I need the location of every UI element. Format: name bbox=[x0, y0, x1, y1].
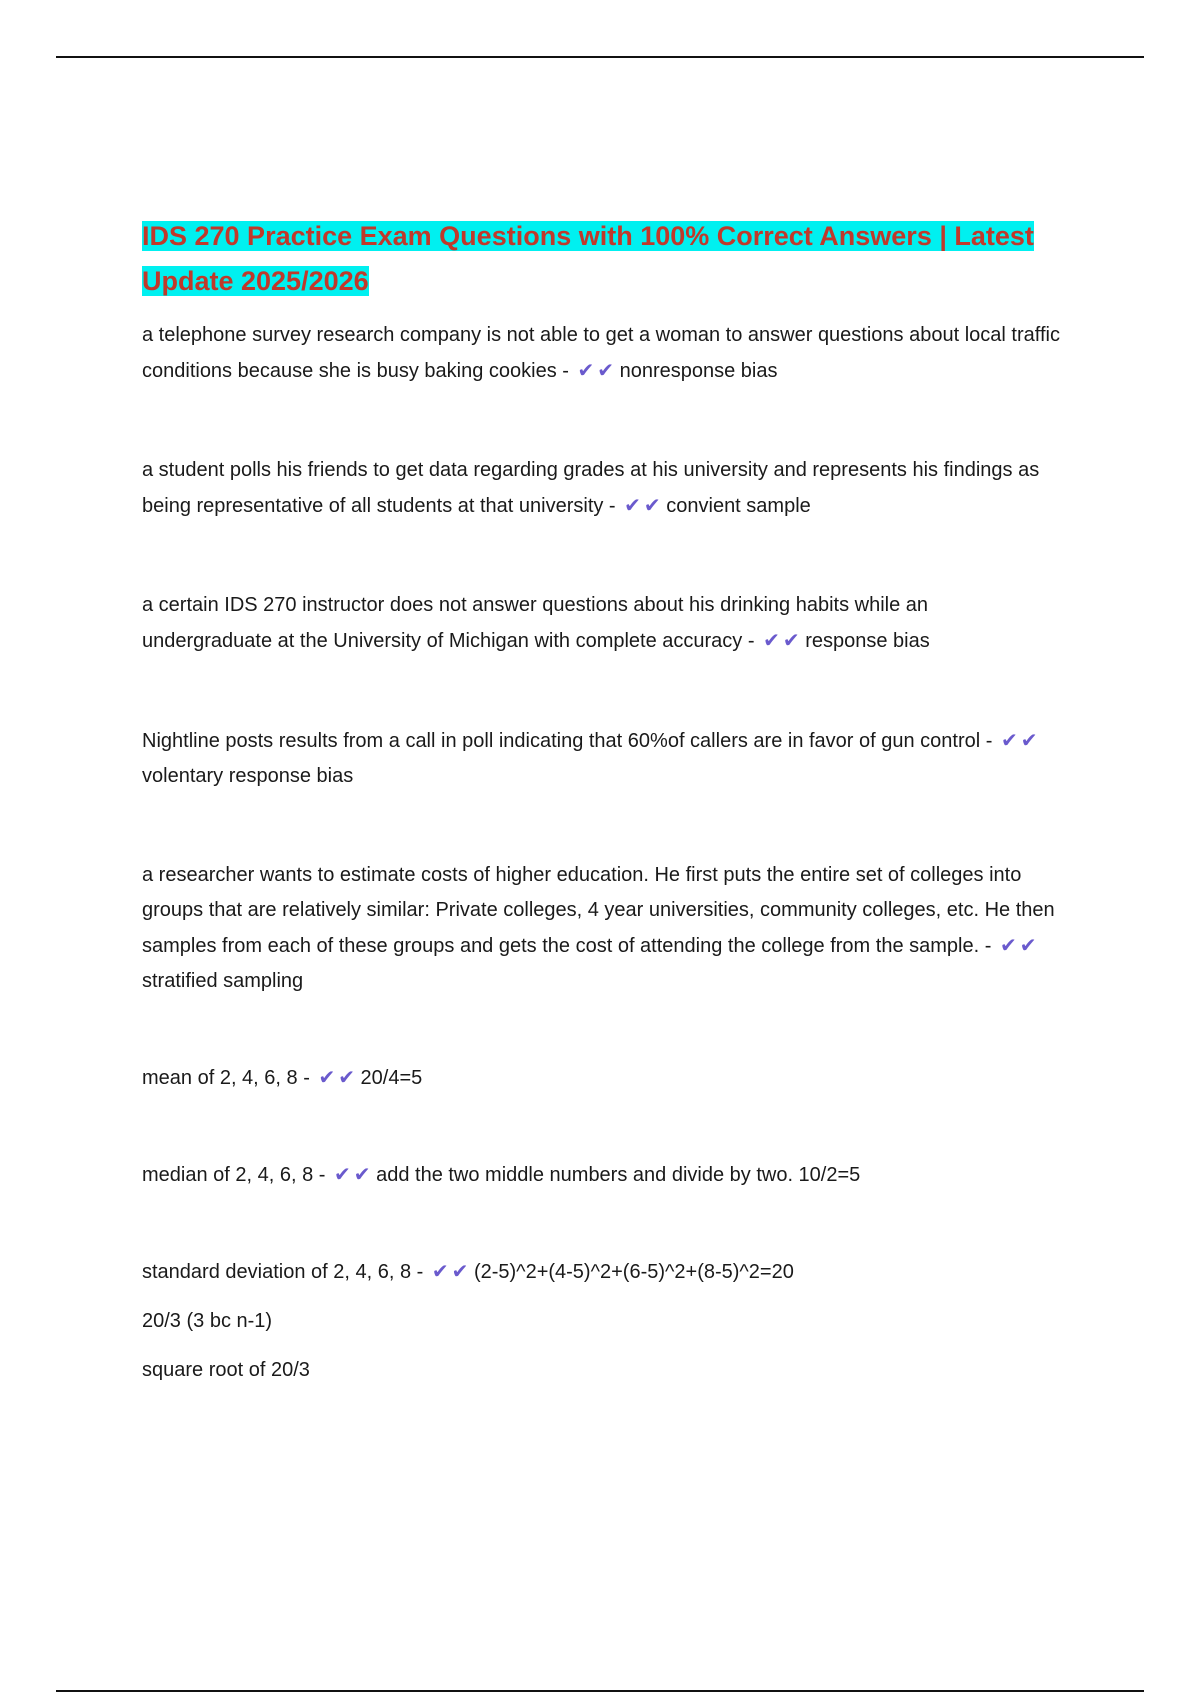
answer-text: convient sample bbox=[666, 495, 811, 517]
answer-continuation-line: square root of 20/3 bbox=[142, 1359, 310, 1381]
check-mark-icon: ✔ bbox=[643, 493, 661, 517]
answer-text: volentary response bias bbox=[142, 765, 354, 787]
check-mark-icon: ✔ bbox=[999, 933, 1017, 957]
question-text: a certain IDS 270 instructor does not answer questions about his drinking habits while an undergraduate at the University of Michigan with complete accuracy - bbox=[142, 594, 929, 652]
qa-item bbox=[142, 723, 1062, 794]
check-mark-icon: ✔ bbox=[577, 358, 595, 382]
answer-text: stratified sampling bbox=[142, 970, 304, 992]
document-title: IDS 270 Practice Exam Questions with 100% Correct Answers | Latest Update 2025/2026 bbox=[142, 221, 1034, 296]
answer-text: (2-5)^2+(4-5)^2+(6-5)^2+(8-5)^2=20 bbox=[473, 1261, 794, 1283]
question-text: median of 2, 4, 6, 8 - bbox=[142, 1164, 326, 1186]
qa-item bbox=[142, 858, 1062, 999]
check-mark-icon: ✔ bbox=[1019, 933, 1037, 957]
qa-item bbox=[142, 1254, 1062, 1290]
qa-item bbox=[142, 1157, 1062, 1193]
answer-text: add the two middle numbers and divide by two. 10/2=5 bbox=[376, 1164, 861, 1186]
top-rule bbox=[56, 56, 1144, 58]
check-mark-icon: ✔ bbox=[318, 1065, 336, 1089]
check-mark-icon: ✔ bbox=[338, 1065, 355, 1089]
check-mark-icon: ✔ bbox=[353, 1162, 371, 1186]
check-mark-icon: ✔ bbox=[624, 493, 641, 517]
answer-continuation-line: 20/3 (3 bc n-1) bbox=[142, 1310, 273, 1332]
check-mark-icon: ✔ bbox=[597, 358, 615, 382]
answer-text: nonresponse bias bbox=[619, 360, 778, 382]
question-text: a telephone survey research company is not able to get a woman to answer questions about local traffic conditions because she is busy baking cookies - bbox=[142, 324, 1060, 382]
check-mark-icon: ✔ bbox=[763, 628, 780, 652]
bottom-rule bbox=[56, 1690, 1144, 1692]
check-mark-icon: ✔ bbox=[1000, 728, 1018, 752]
qa-item bbox=[142, 1060, 1062, 1096]
check-mark-icon: ✔ bbox=[431, 1259, 449, 1283]
question-text: Nightline posts results from a call in poll indicating that 60%of callers are in favor of gun control - bbox=[142, 730, 993, 752]
qa-item bbox=[142, 588, 1062, 659]
question-text: a student polls his friends to get data regarding grades at his university and represents his findings as being representative of all students at that university - bbox=[142, 459, 1040, 517]
qa-item bbox=[142, 453, 1062, 524]
qa-item bbox=[142, 318, 1062, 389]
answer-text: 20/4=5 bbox=[360, 1067, 423, 1089]
check-mark-icon: ✔ bbox=[1020, 728, 1038, 752]
question-text: standard deviation of 2, 4, 6, 8 - bbox=[142, 1261, 424, 1283]
check-mark-icon: ✔ bbox=[782, 628, 800, 652]
document-body bbox=[142, 214, 1062, 1388]
question-text: a researcher wants to estimate costs of higher education. He first puts the entire set of colleges into groups that are relatively similar: Private colleges, 4 year universities, community colleges, etc. He then samples from each of these groups and gets the cost of attending the college from the sample. - bbox=[142, 864, 1055, 957]
check-mark-icon: ✔ bbox=[451, 1259, 469, 1283]
question-text: mean of 2, 4, 6, 8 - bbox=[142, 1067, 310, 1089]
answer-text: response bias bbox=[805, 630, 930, 652]
check-mark-icon: ✔ bbox=[334, 1162, 351, 1186]
